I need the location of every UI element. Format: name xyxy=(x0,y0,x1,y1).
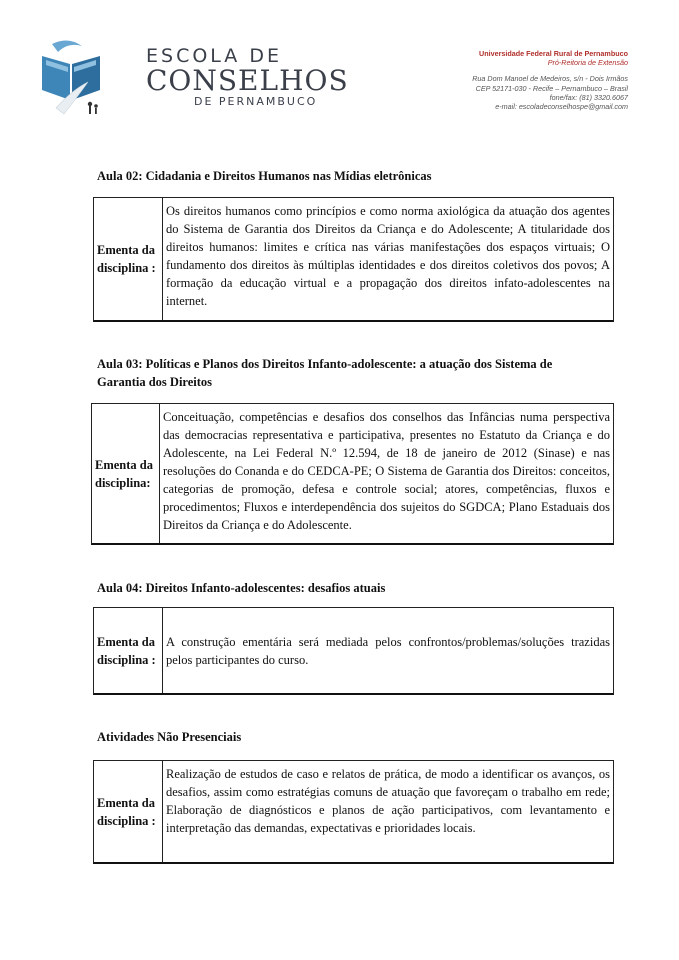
school-logo xyxy=(38,38,104,120)
section-title-aula-02: Aula 02: Cidadania e Direitos Humanos nas Mídias eletrônicas xyxy=(97,169,432,183)
brand-line3: DE PERNAMBUCO xyxy=(194,95,318,108)
ementa-content: Conceituação, competências e desafios dos conselhos das Infâncias numa perspectiva das democracias representativa e participativa, presentes no Estatuto da Criança e do Adolescente, na Lei Federal N.º 12.594, de 18 de janeiro de 2012 (Sinase) e nas resoluções do Conanda e do CEDCA-PE; O Sistema de Garantia dos Direitos: conceitos, categorias de promoção, defesa e controle social; atores, competências, fluxos e procedimentos; Fluxos e interdependência dos sujeitos do SGDCA; Plano Estaduais dos Direitos da Criança e do Adolescente. xyxy=(163,410,610,532)
school-name xyxy=(146,46,349,108)
ementa-box-atividades xyxy=(93,760,614,864)
phone: fone/fax: (81) 3320.6067 xyxy=(549,92,628,102)
ementa-content: Realização de estudos de caso e relatos de prática, de modo a identificar os avanços, os desafios, assim como estratégias comuns de atuação que favoreçam o trabalho em rede; Elaboração de diagnósticos e planos de ação participativos, com levantamento e interpretação das demandas, expectativas e prioridades locais. xyxy=(166,767,610,835)
ementa-content: Os direitos humanos como princípios e como norma axiológica da atuação dos agentes do Sistema de Garantia dos Direitos da Criança e do Adolescente; A titularidade dos direitos humanos: limites e crítica nas várias manifestações dos espaços virtuais; O fundamento dos direitos às múltiplas identidades e dos direitos coletivos dos povos; A formação da educação virtual e a propagação dos direitos infato-adolescentes na internet. xyxy=(166,204,610,308)
ementa-label: Ementa da disciplina : xyxy=(94,198,163,320)
ementa-label: Ementa da disciplina : xyxy=(94,761,163,862)
address-line2: CEP 52171-030 - Recife – Pernambuco – Brasil xyxy=(475,83,628,93)
ementa-text: A construção ementária será mediada pelos confrontos/problemas/soluções trazidas pelos participantes do curso. xyxy=(166,634,610,667)
brand-line1: ESCOLA DE xyxy=(146,45,282,67)
ementa-box-aula-03 xyxy=(91,403,614,545)
pro-reitoria: Pró-Reitoria de Extensão xyxy=(547,58,628,68)
section-title-aula-04: Aula 04: Direitos Infanto-adolescentes: desafios atuais xyxy=(97,581,386,595)
university-name: Universidade Federal Rural de Pernambuco xyxy=(479,49,628,58)
section-title-aula-03: Aula 03: Políticas e Planos dos Direitos Infanto-adolescente: a atuação dos Sistema de Garantia dos Direitos xyxy=(97,357,553,389)
address-line1: Rua Dom Manoel de Medeiros, s/n - Dois Irmãos xyxy=(472,74,628,84)
institution-contact xyxy=(472,49,628,111)
ementa-label: Ementa da disciplina : xyxy=(94,608,163,693)
section-title-atividades: Atividades Não Presenciais xyxy=(97,730,242,744)
ementa-box-aula-02 xyxy=(93,197,614,322)
email: e-mail: escoladeconselhospe@gmail.com xyxy=(495,102,628,112)
ementa-box-aula-04 xyxy=(93,607,614,695)
page-header xyxy=(0,0,679,125)
brand-line2: CONSELHOS xyxy=(146,64,349,97)
ementa-label: Ementa da disciplina: xyxy=(92,404,160,543)
ementa-content xyxy=(163,608,613,693)
